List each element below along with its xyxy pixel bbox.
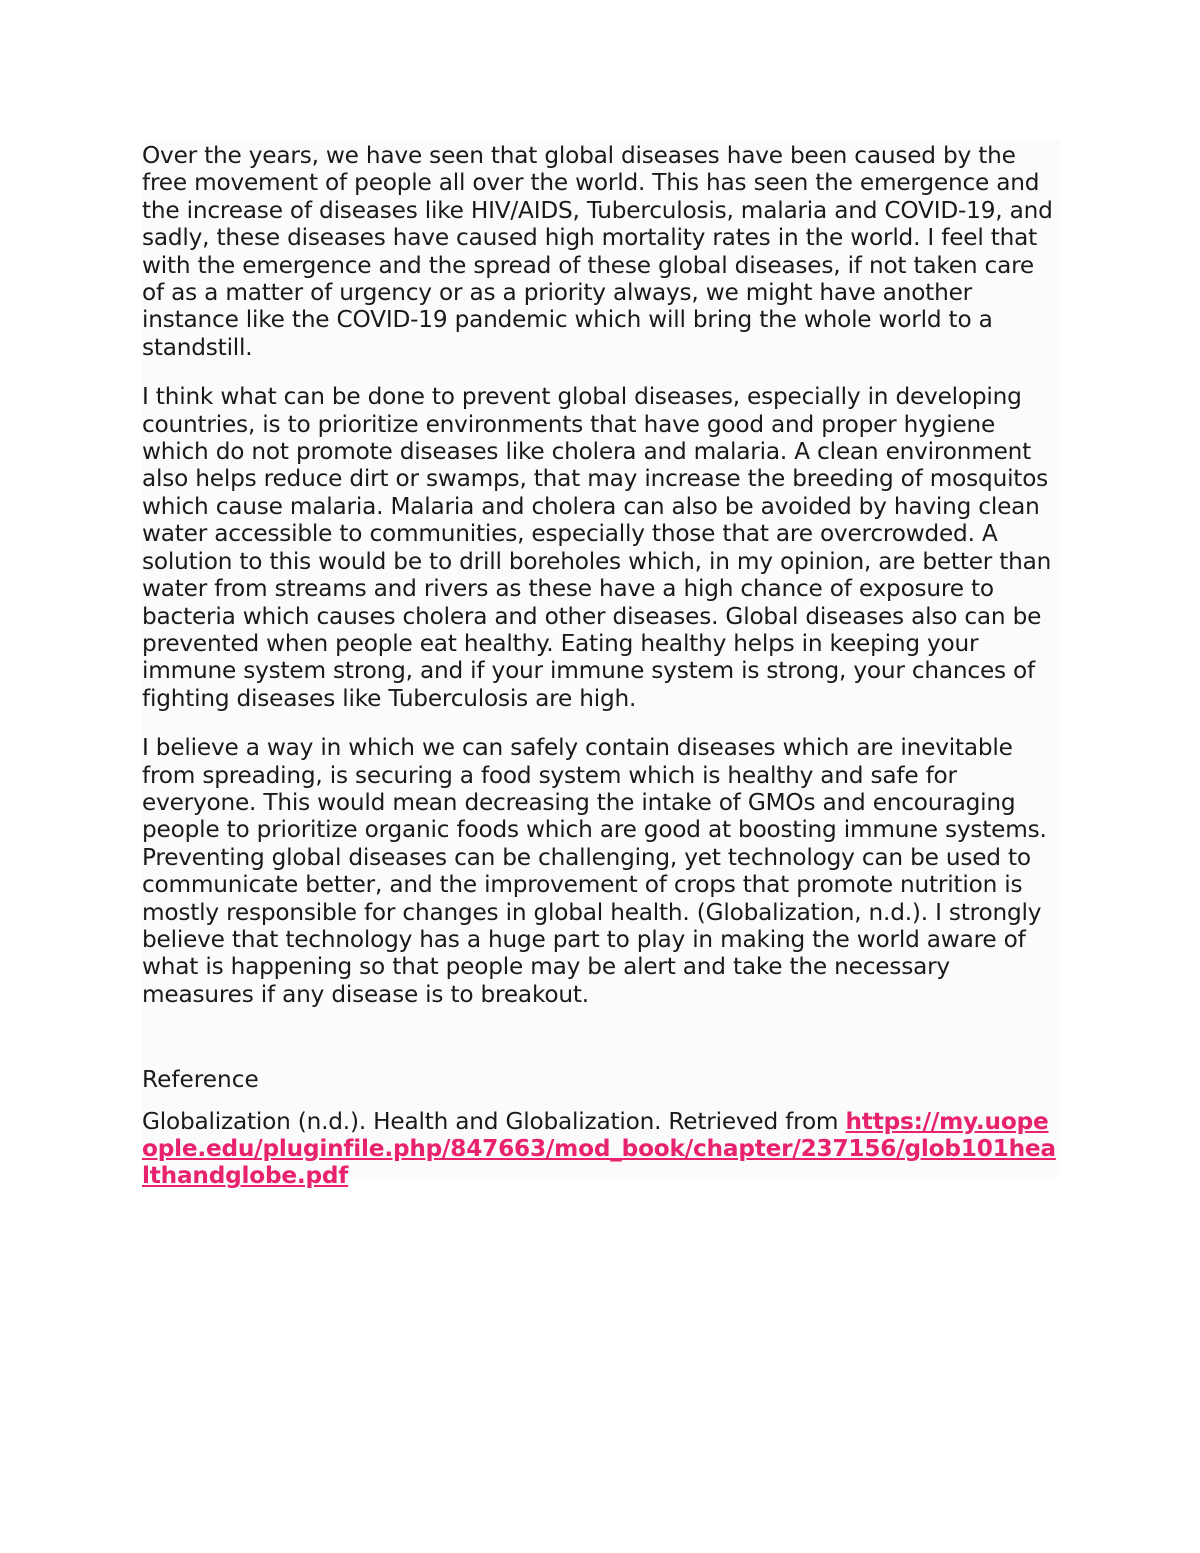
reference-entry [142, 1108, 1060, 1190]
paragraph-global-diseases-spread: Over the years, we have seen that global diseases have been caused by the free movement of people all over the world. This has seen the emergence and the increase of diseases like HIV/AIDS, Tuberculosis, malaria and COVID-19, and sadly, these diseases have caused high mortality rates in the world. I feel that with the emergence and the spread of these global diseases, if not taken care of as a matter of urgency or as a priority always, we might have another instance like the COVID-19 pandemic which will bring the whole world to a standstill. [142, 142, 1053, 361]
reference-heading: Reference [142, 1066, 259, 1094]
paragraph-containment-technology: I believe a way in which we can safely contain diseases which are inevitable from spreading, is securing a food system which is healthy and safe for everyone. This would mean decreasing the intake of GMOs and encouraging people to prioritize organic foods which are good at boosting immune systems. Preventing global diseases can be challenging, yet technology can be used to communicate better, and the improvement of crops that promote nutrition is mostly responsible for changes in global health. (Globalization, n.d.). I strongly believe that technology has a huge part to play in making the world aware of what is happening so that people may be alert and take the necessary measures if any disease is to breakout. [142, 734, 1047, 1008]
paragraph-prevention-measures: I think what can be done to prevent global diseases, especially in developing countries, is to prioritize environments that have good and proper hygiene which do not promote diseases like cholera and malaria. A clean environment also helps reduce dirt or swamps, that may increase the breeding of mosquitos which cause malaria. Malaria and cholera can also be avoided by having clean water accessible to communities, especially those that are overcrowded. A solution to this would be to drill boreholes which, in my opinion, are better than water from streams and rivers as these have a high chance of exposure to bacteria which causes cholera and other diseases. Global diseases also can be prevented when people eat healthy. Eating healthy helps in keeping your immune system strong, and if your immune system is strong, your chances of fighting diseases like Tuberculosis are high. [142, 383, 1052, 712]
reference-citation-text: Globalization (n.d.). Health and Globalization. Retrieved from [142, 1107, 846, 1135]
document-body [142, 140, 1060, 1190]
reference-link[interactable]: https://my.uopeople.edu/pluginfile.php/847663/mod_book/chapter/237156/glob101healthandglobe.pdf [142, 1107, 1056, 1190]
